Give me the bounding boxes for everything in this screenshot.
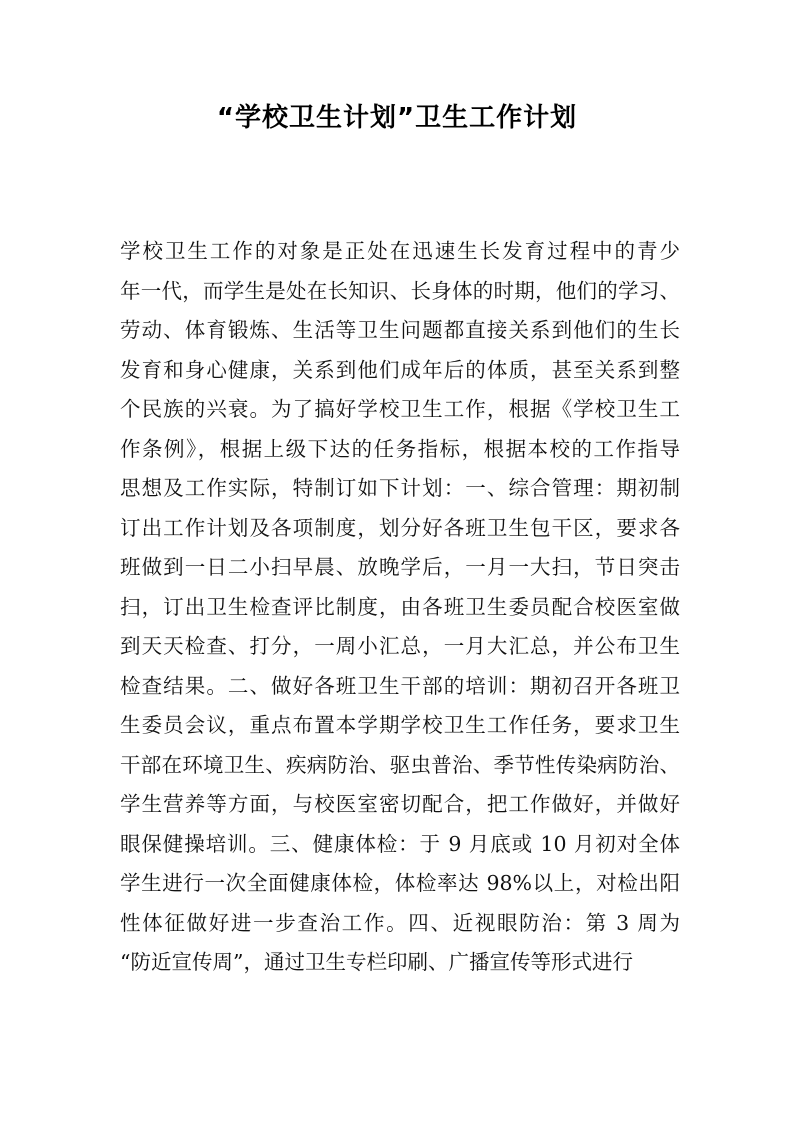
body-line: 生委员会议，重点布置本学期学校卫生工作任务，要求卫生	[120, 713, 680, 737]
body-line: 眼保健操培训。三、健康体检：于 9 月底或 10 月初对全体	[120, 831, 680, 856]
body-line: 扫，订出卫生检查评比制度，由各班卫生委员配合校医室做	[120, 594, 680, 619]
body-line: 作条例》，根据上级下达的任务指标，根据本校的工作指导	[120, 436, 680, 461]
body-line: 干部在环境卫生、疾病防治、驱虫普治、季节性传染病防治、	[120, 752, 680, 777]
body-line: 个民族的兴衰。为了搞好学校卫生工作，根据《学校卫生工	[120, 397, 680, 421]
body-line: 性体征做好进一步查治工作。四、近视眼防治：第 3 周为	[120, 910, 680, 935]
body-line: 发育和身心健康，关系到他们成年后的体质，甚至关系到整	[120, 357, 680, 382]
body-line: 思想及工作实际，特制订如下计划：一、综合管理：期初制	[120, 476, 680, 500]
document-body	[120, 232, 680, 983]
body-line: 班做到一日二小扫早晨、放晚学后，一月一大扫，节日突击	[120, 555, 680, 579]
body-line: 学生营养等方面，与校医室密切配合，把工作做好，并做好	[120, 792, 680, 816]
body-line: 到天天检查、打分，一周小汇总，一月大汇总，并公布卫生	[120, 634, 680, 658]
body-line: 劳动、体育锻炼、生活等卫生问题都直接关系到他们的生长	[120, 318, 680, 342]
body-line: 学生进行一次全面健康体检，体检率达 98%以上，对检出阳	[120, 871, 680, 895]
document-title: “学校卫生计划”卫生工作计划	[216, 103, 578, 133]
body-line: 检查结果。二、做好各班卫生干部的培训：期初召开各班卫	[120, 673, 680, 698]
body-line: 年一代，而学生是处在长知识、长身体的时期，他们的学习、	[120, 278, 680, 303]
body-line: 学校卫生工作的对象是正处在迅速生长发育过程中的青少	[120, 239, 680, 263]
body-line: 订出工作计划及各项制度，划分好各班卫生包干区，要求各	[120, 515, 680, 540]
body-line: “防近宣传周”，通过卫生专栏印刷、广播宣传等形式进行	[120, 950, 633, 974]
